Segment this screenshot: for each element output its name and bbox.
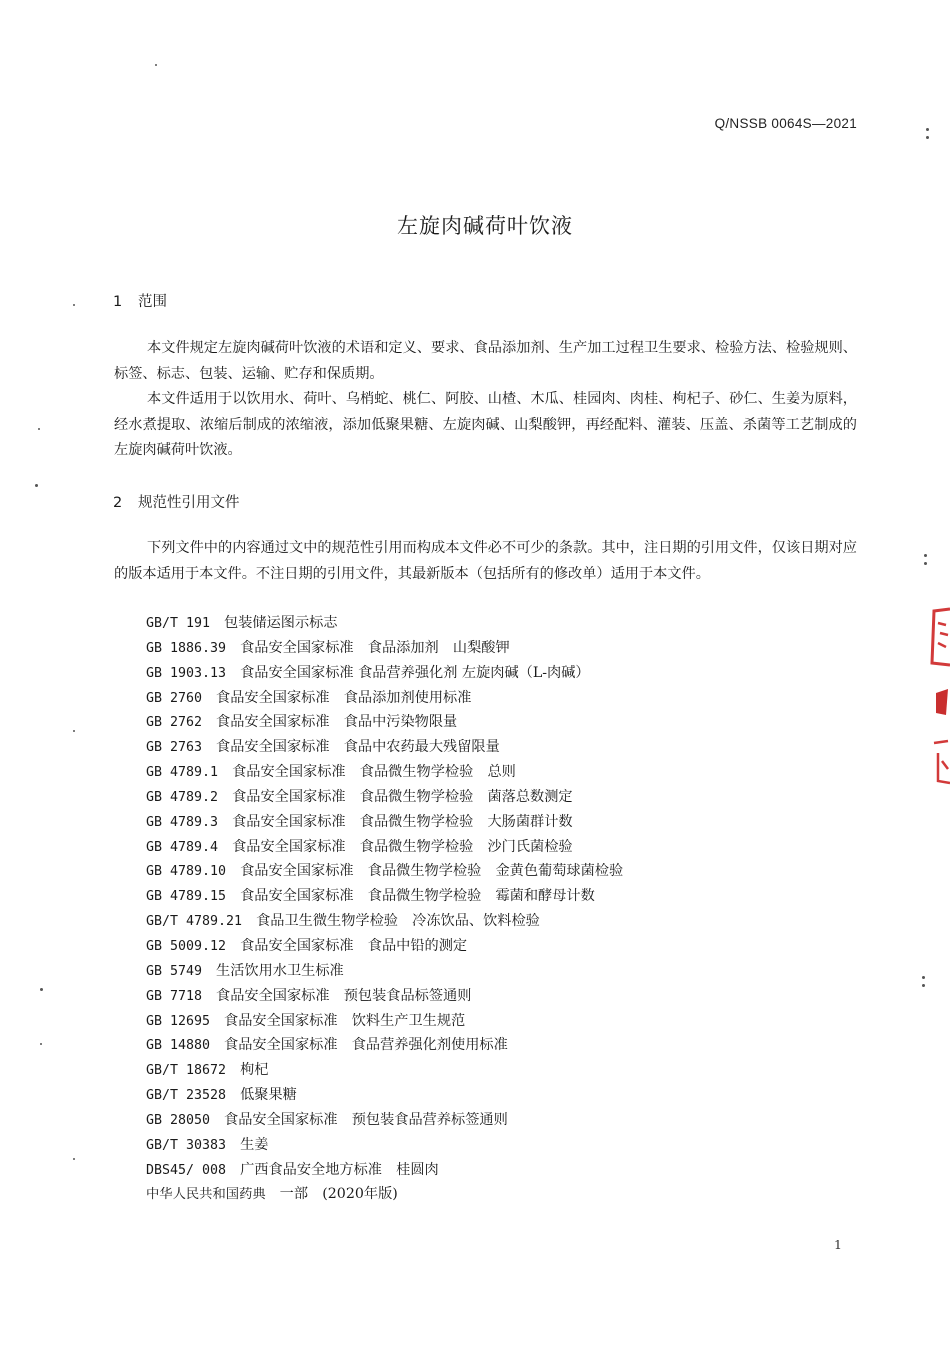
reference-title: 食品安全国家标准 食品营养强化剂 左旋肉碱（L-肉碱） — [240, 664, 590, 681]
reference-title: 生姜 — [240, 1136, 269, 1153]
page-number: 1 — [834, 1237, 842, 1252]
scan-speck — [924, 554, 927, 557]
reference-code: GB 14880 — [146, 1038, 211, 1054]
reference-item — [146, 735, 866, 760]
reference-code: GB/T 30383 — [146, 1137, 227, 1153]
reference-code: GB 5009.12 — [146, 938, 227, 954]
scan-speck — [926, 136, 929, 139]
reference-title: 食品安全国家标准 食品微生物学检验 金黄色葡萄球菌检验 — [240, 863, 624, 880]
reference-code: GB/T 18672 — [146, 1063, 227, 1079]
reference-title: 食品安全国家标准 食品微生物学检验 霉菌和酵母计数 — [240, 888, 595, 905]
scan-speck — [73, 1158, 75, 1160]
section-2-heading — [113, 491, 240, 512]
section-1-title: 范围 — [138, 294, 167, 310]
reference-code: GB 12695 — [146, 1013, 211, 1029]
reference-item — [146, 1083, 866, 1108]
reference-title: 食品安全国家标准 食品中农药最大残留限量 — [216, 739, 500, 756]
reference-item — [146, 984, 866, 1009]
reference-title: 枸杞 — [240, 1062, 269, 1079]
reference-code: GB 4789.4 — [146, 839, 219, 855]
document-title: 左旋肉碱荷叶饮液 — [397, 214, 573, 238]
reference-item — [146, 1058, 866, 1083]
section-2-intro: 下列文件中的内容通过文中的规范性引用而构成本文件必不可少的条款。其中，注日期的引用文件，仅该日期对应的版本适用于本文件。不注日期的引用文件，其最新版本（包括所有的修改单）适用于本文件。 — [114, 540, 857, 582]
reference-code: GB 5749 — [146, 963, 203, 979]
reference-item — [146, 1108, 866, 1133]
reference-code: DBS45/ 008 — [146, 1162, 227, 1178]
scan-speck — [924, 562, 927, 565]
reference-code: GB 2762 — [146, 715, 203, 731]
scan-speck — [73, 304, 75, 306]
section-1-heading — [113, 290, 167, 311]
reference-title: 食品安全国家标准 食品中污染物限量 — [216, 714, 458, 731]
reference-code: GB 4789.10 — [146, 864, 227, 880]
reference-code: GB/T 23528 — [146, 1088, 227, 1104]
reference-title: 食品安全国家标准 食品微生物学检验 大肠菌群计数 — [232, 813, 573, 830]
reference-title: 低聚果糖 — [240, 1087, 297, 1104]
section-1-paragraph-2: 本文件适用于以饮用水、荷叶、乌梢蛇、桃仁、阿胶、山楂、木瓜、桂园肉、肉桂、枸杞子、砂仁、生姜为原料，经水煮提取、浓缩后制成的浓缩液，添加低聚果糖、左旋肉碱、山梨酸钾，再经配料、灌装、压盖、杀菌等工艺制成的左旋肉碱荷叶饮液。 — [114, 391, 857, 458]
reference-code: GB 7718 — [146, 988, 203, 1004]
red-seal-stamp — [928, 603, 950, 793]
reference-item — [146, 686, 866, 711]
reference-title: 包装储运图示标志 — [224, 615, 338, 631]
reference-code: GB 28050 — [146, 1112, 211, 1128]
reference-code: GB 4789.2 — [146, 789, 219, 805]
reference-title: 食品安全国家标准 食品中铅的测定 — [240, 937, 468, 954]
reference-title: 食品安全国家标准 食品微生物学检验 菌落总数测定 — [232, 788, 573, 805]
reference-item — [146, 785, 866, 810]
reference-code: 中华人民共和国药典 — [146, 1187, 266, 1203]
reference-item — [146, 710, 866, 735]
reference-title: 一部 (2020年版) — [279, 1186, 398, 1203]
section-2-number: 2 — [113, 495, 123, 511]
reference-title: 食品安全国家标准 食品添加剂 山梨酸钾 — [240, 639, 510, 656]
section-1-number: 1 — [113, 294, 123, 310]
reference-title: 食品安全国家标准 食品添加剂使用标准 — [216, 689, 472, 706]
reference-code: GB 4789.15 — [146, 889, 227, 905]
section-1-paragraph-1: 本文件规定左旋肉碱荷叶饮液的术语和定义、要求、食品添加剂、生产加工过程卫生要求、检验方法、检验规则、标签、标志、包装、运输、贮存和保质期。 — [114, 340, 857, 382]
reference-code: GB/T 4789.21 — [146, 914, 243, 930]
reference-title: 食品安全国家标准 预包装食品标签通则 — [216, 987, 472, 1004]
reference-item — [146, 1133, 866, 1158]
reference-item — [146, 1182, 866, 1207]
standard-code: Q/NSSB 0064S—2021 — [714, 116, 857, 131]
reference-item — [146, 661, 866, 686]
reference-title: 食品卫生微生物学检验 冷冻饮品、饮料检验 — [256, 913, 540, 930]
scan-speck — [922, 984, 925, 987]
reference-title: 食品安全国家标准 食品微生物学检验 沙门氏菌检验 — [232, 838, 573, 855]
reference-title: 食品安全国家标准 预包装食品营养标签通则 — [224, 1111, 508, 1128]
reference-item — [146, 1033, 866, 1058]
scan-speck — [38, 428, 40, 430]
reference-item — [146, 760, 866, 785]
reference-title: 食品安全国家标准 食品微生物学检验 总则 — [232, 764, 516, 781]
reference-code: GB 2763 — [146, 740, 203, 756]
reference-item — [146, 934, 866, 959]
reference-code: GB 1886.39 — [146, 640, 227, 656]
scan-speck — [40, 1043, 42, 1045]
reference-item — [146, 810, 866, 835]
scan-speck — [926, 128, 929, 131]
reference-item — [146, 884, 866, 909]
reference-item — [146, 959, 866, 984]
reference-item — [146, 611, 866, 636]
reference-item — [146, 1158, 866, 1183]
reference-code: GB 4789.3 — [146, 814, 219, 830]
reference-code: GB 4789.1 — [146, 765, 219, 781]
reference-list — [146, 611, 866, 1207]
reference-title: 食品安全国家标准 饮料生产卫生规范 — [224, 1012, 466, 1029]
reference-title: 生活饮用水卫生标准 — [216, 962, 344, 979]
scan-speck — [922, 976, 925, 979]
reference-title: 食品安全国家标准 食品营养强化剂使用标准 — [224, 1037, 508, 1054]
reference-item — [146, 909, 866, 934]
scan-speck — [40, 988, 43, 991]
reference-item — [146, 1009, 866, 1034]
reference-code: GB 1903.13 — [146, 665, 227, 681]
reference-title: 广西食品安全地方标准 桂圆肉 — [240, 1161, 439, 1178]
scan-speck — [155, 64, 157, 66]
reference-code: GB 2760 — [146, 690, 203, 706]
section-2-title: 规范性引用文件 — [138, 495, 240, 511]
reference-item — [146, 859, 866, 884]
reference-item — [146, 636, 866, 661]
reference-code: GB/T 191 — [146, 616, 211, 631]
scan-speck — [73, 730, 75, 732]
scan-speck — [35, 484, 38, 487]
reference-item — [146, 835, 866, 860]
